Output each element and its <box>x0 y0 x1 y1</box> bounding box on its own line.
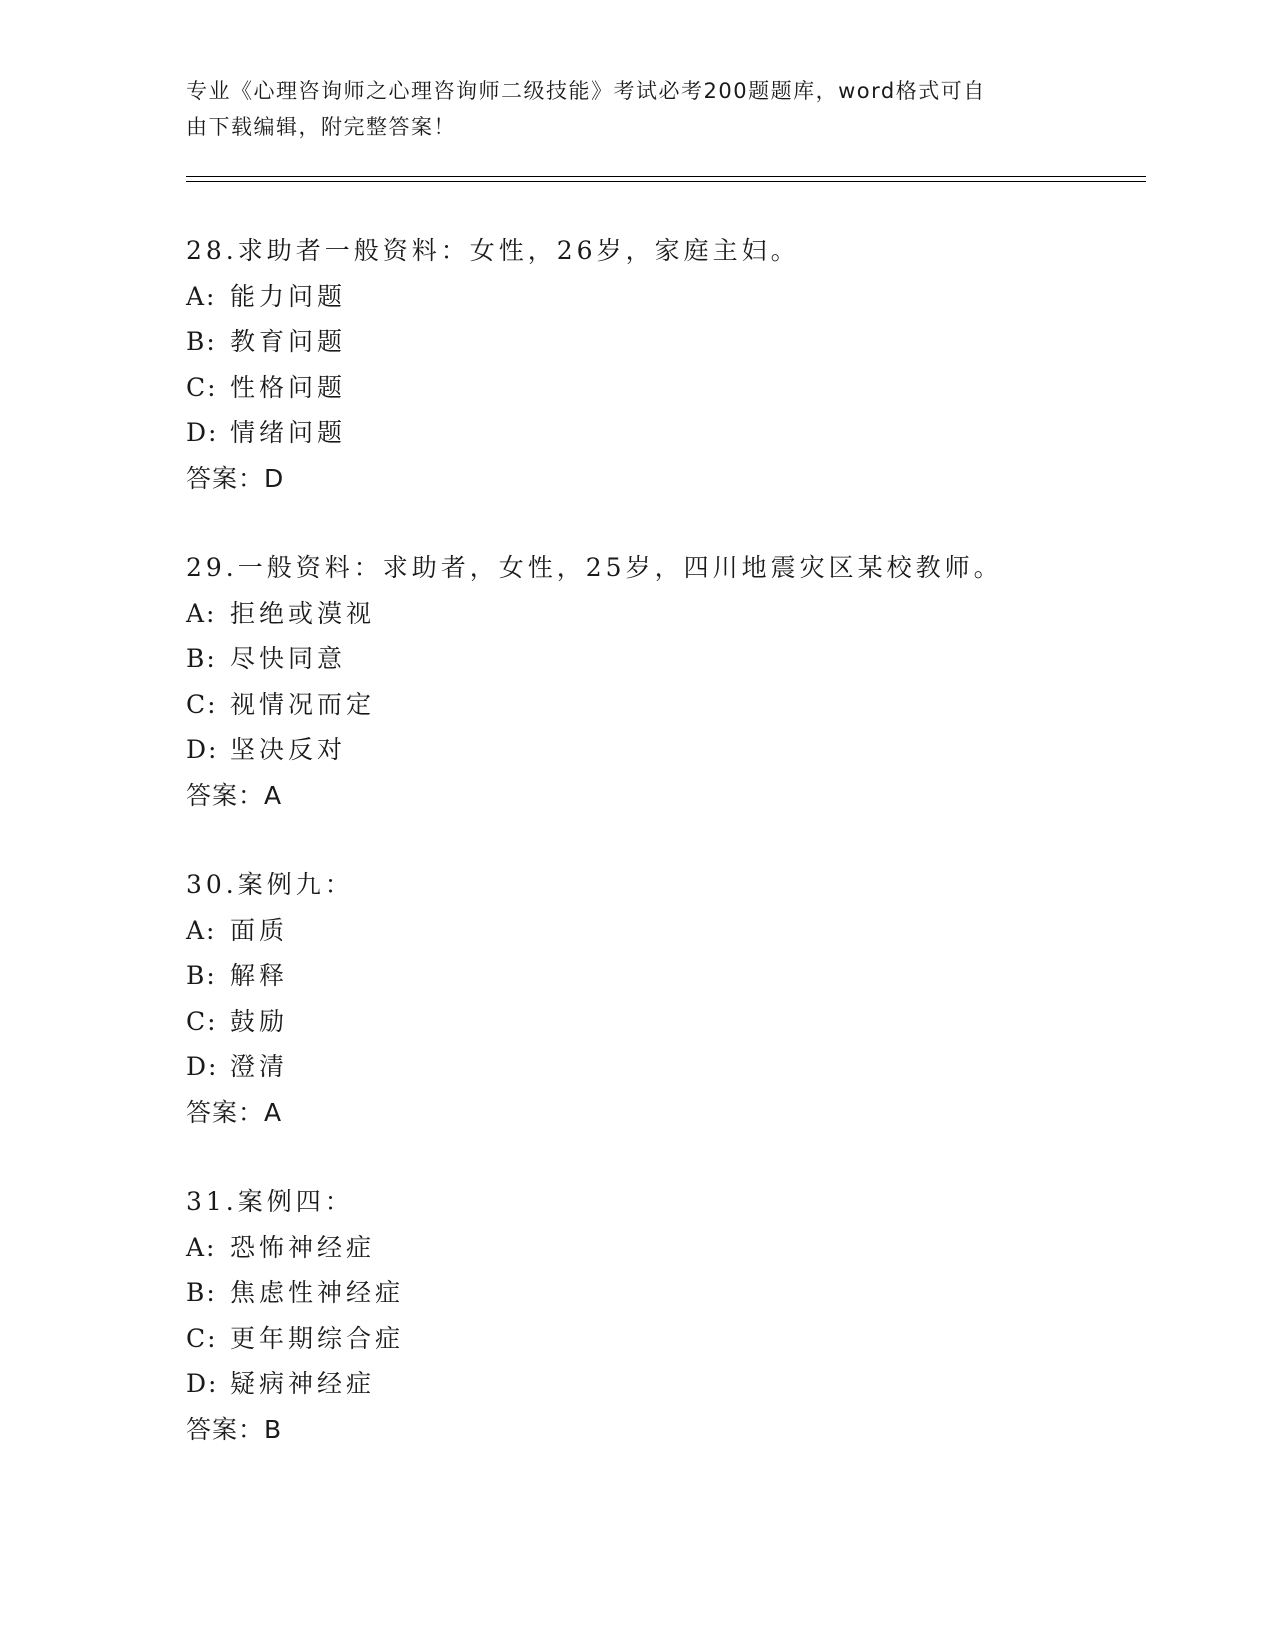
option-text: 解释 <box>230 961 289 990</box>
question-title: 30.案例九： <box>186 870 354 899</box>
option-text: 能力问题 <box>230 281 347 311</box>
option-text: 性格问题 <box>230 372 347 402</box>
option-text: 教育问题 <box>230 327 347 356</box>
option-letter: A: <box>186 915 217 945</box>
option-letter: D: <box>186 418 219 447</box>
option-text: 澄清 <box>230 1052 289 1081</box>
option-letter: A: <box>186 1232 217 1262</box>
option-letter: C: <box>186 1006 218 1036</box>
option-letter: B: <box>186 1278 217 1307</box>
question-title: 31.案例四： <box>186 1187 354 1216</box>
intro-line-1: 专业《心理咨询师之心理咨询师二级技能》考试必考200题题库，word格式可自 <box>186 79 986 103</box>
option-letter: B: <box>186 644 217 673</box>
option-c <box>186 682 1146 728</box>
option-c <box>186 365 1146 411</box>
question-29 <box>186 545 1146 818</box>
header-divider <box>186 176 1146 182</box>
option-letter: C: <box>186 1323 218 1353</box>
option-text: 面质 <box>230 915 289 945</box>
option-text: 拒绝或漠视 <box>230 598 376 628</box>
intro-line-2: 由下载编辑，附完整答案！ <box>186 115 456 139</box>
option-a <box>186 591 1146 637</box>
document-intro <box>186 73 1066 145</box>
option-letter: D: <box>186 735 219 764</box>
option-d <box>186 410 1146 456</box>
option-text: 尽快同意 <box>230 644 347 673</box>
option-letter: C: <box>186 689 218 719</box>
option-d <box>186 1361 1146 1407</box>
option-b <box>186 953 1146 999</box>
option-letter: A: <box>186 281 217 311</box>
option-d <box>186 1044 1146 1090</box>
answer-line: 答案：B <box>186 1414 283 1444</box>
option-text: 更年期综合症 <box>230 1323 405 1353</box>
option-text: 恐怖神经症 <box>230 1232 376 1262</box>
option-letter: A: <box>186 598 217 628</box>
option-b <box>186 636 1146 682</box>
question-title: 29.一般资料：求助者，女性，25岁，四川地震灾区某校教师。 <box>186 553 1003 582</box>
option-d <box>186 727 1146 773</box>
option-text: 鼓励 <box>230 1006 289 1036</box>
question-30 <box>186 862 1146 1135</box>
option-letter: B: <box>186 961 217 990</box>
option-text: 焦虑性神经症 <box>230 1278 405 1307</box>
option-c <box>186 1316 1146 1362</box>
option-c <box>186 999 1146 1045</box>
option-letter: C: <box>186 372 218 402</box>
option-text: 坚决反对 <box>230 735 347 764</box>
answer-line: 答案：A <box>186 1097 283 1127</box>
option-text: 视情况而定 <box>230 689 376 719</box>
option-letter: B: <box>186 327 217 356</box>
option-b <box>186 319 1146 365</box>
option-b <box>186 1270 1146 1316</box>
option-text: 疑病神经症 <box>230 1369 376 1398</box>
question-28 <box>186 228 1146 501</box>
answer-line: 答案：A <box>186 780 283 810</box>
option-a <box>186 274 1146 320</box>
option-a <box>186 1225 1146 1271</box>
question-31 <box>186 1179 1146 1452</box>
option-a <box>186 908 1146 954</box>
question-list <box>186 228 1146 1496</box>
answer-line: 答案：D <box>186 463 285 493</box>
option-letter: D: <box>186 1052 219 1081</box>
question-title: 28.求助者一般资料：女性，26岁，家庭主妇。 <box>186 236 800 265</box>
option-text: 情绪问题 <box>230 418 347 447</box>
option-letter: D: <box>186 1369 219 1398</box>
